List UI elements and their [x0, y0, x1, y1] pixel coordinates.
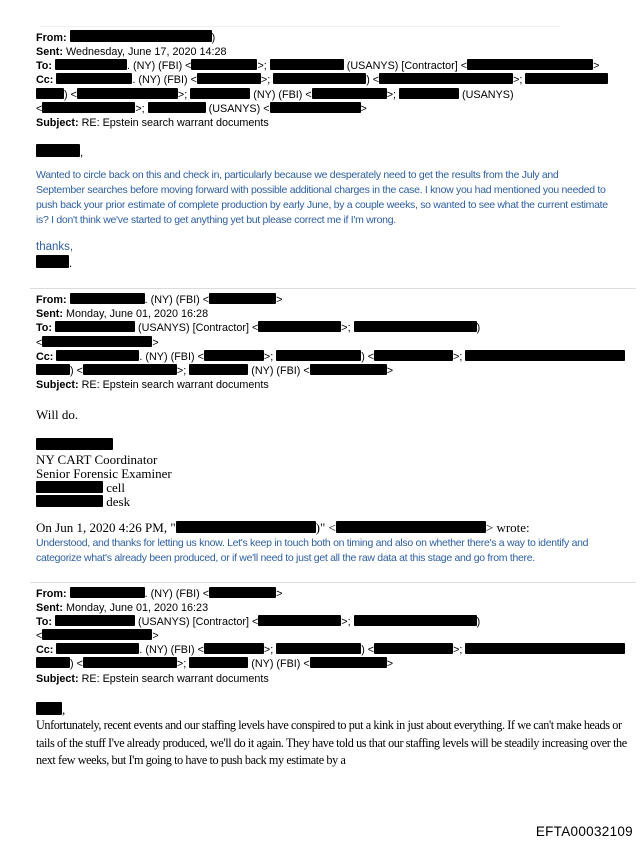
header-line	[36, 643, 608, 657]
text-segment: >;	[453, 644, 466, 657]
redaction-box	[209, 293, 276, 304]
text-segment: )	[476, 322, 481, 335]
redaction-box	[312, 88, 387, 99]
text-segment: ) <	[366, 74, 380, 87]
redaction-box	[36, 657, 70, 668]
header-label: To:	[36, 322, 55, 335]
text-segment: . (NY) (FBI) <	[139, 350, 204, 363]
body-paragraph: Understood, and thanks for letting us know. Let's keep in touch both on timing and also on whether there's a way to identify and categorize what's already been produced, or if we'll need to just get all the raw data at this stage and go from there.	[36, 536, 589, 564]
body-line	[36, 438, 608, 452]
redaction-box	[55, 615, 135, 626]
text-segment: >;	[176, 364, 190, 377]
redaction-box	[310, 364, 387, 375]
bates-number: EFTA00032109	[535, 824, 633, 839]
text-segment: Senior Forensic Examiner	[36, 465, 172, 481]
header-label: Subject:	[36, 116, 82, 129]
redaction-box	[276, 350, 361, 361]
redaction-box	[56, 643, 139, 654]
redaction-box	[56, 350, 139, 361]
body-line	[36, 481, 608, 495]
header-line	[36, 657, 608, 671]
redaction-box	[42, 629, 152, 640]
text-segment: >;	[176, 658, 190, 671]
text-segment: ,	[62, 701, 66, 717]
body-line	[36, 240, 608, 255]
text-segment: . (NY) (FBI) <	[139, 644, 204, 657]
header-line	[36, 73, 608, 87]
text-segment: ) <	[361, 644, 375, 657]
text-segment: >	[593, 60, 600, 73]
redaction-box	[465, 350, 625, 361]
text-segment: <	[36, 102, 43, 115]
header-line	[36, 615, 608, 629]
body-line	[36, 408, 608, 422]
redaction-box	[197, 73, 261, 84]
redaction-box	[36, 364, 70, 375]
spacer	[36, 130, 608, 144]
header-label: Cc:	[36, 74, 57, 87]
redaction-box	[36, 255, 69, 268]
text-segment: >;	[257, 60, 270, 73]
text-segment: .	[69, 258, 73, 271]
text-segment: >;	[263, 644, 277, 657]
redaction-box	[189, 657, 248, 668]
text-segment: >;	[341, 322, 354, 335]
header-line	[36, 350, 608, 364]
header-line	[36, 378, 608, 392]
header-label: Sent:	[36, 308, 66, 321]
redaction-box	[374, 643, 453, 654]
body-paragraph: Wanted to circle back on this and check in, particularly because we desperately need to get the results from the July and September searches before moving forward with possible additional charges in the case. I know you had mentioned you needed to push back your prior estimate of complete production by early June, by a couple weeks, so wanted to see what the current estimate is? I don't think we've started to get anything yet but please correct me if I'm wrong.	[36, 169, 608, 227]
text-segment: Will do.	[36, 407, 79, 423]
text-segment: >;	[135, 102, 148, 115]
text-segment: >	[360, 102, 367, 115]
text-segment: . (NY) (FBI) <	[144, 294, 210, 307]
redaction-box	[36, 438, 113, 450]
email	[36, 293, 608, 566]
header-line	[36, 88, 608, 102]
spacer	[36, 161, 608, 168]
redaction-box	[354, 321, 477, 332]
redaction-box	[83, 364, 177, 375]
body-line	[36, 702, 608, 717]
text-segment: (NY) (FBI) <	[248, 364, 310, 377]
redaction-box	[204, 643, 264, 654]
redaction-box	[83, 657, 177, 668]
body-paragraph: Unfortunately, recent events and our staffing levels have conspired to put a kink in just about everything. If we can't make heads or tails of the stuff I've already produced, we'll do it again. They have told us that our staffing levels will be steadily increasing over the next few weeks, but I'm going to have to push back my estimate by a	[36, 717, 627, 768]
header-line	[36, 30, 608, 45]
text-segment: )	[211, 32, 216, 44]
email-body	[36, 130, 608, 272]
redaction-box	[36, 88, 64, 99]
header-line	[36, 336, 608, 350]
text-segment: > wrote:	[485, 520, 530, 536]
email-separator	[30, 288, 636, 289]
text-segment: Wednesday, June 17, 2020 14:28	[66, 46, 227, 59]
redaction-box	[55, 59, 127, 70]
body-line	[36, 144, 608, 161]
email-body	[36, 686, 627, 770]
header-line	[36, 293, 608, 307]
text-segment: (NY) (FBI) <	[250, 88, 312, 101]
redaction-box	[70, 293, 145, 304]
redaction-box	[191, 59, 257, 70]
redaction-box	[209, 587, 276, 598]
header-label: Subject:	[36, 672, 82, 685]
text-segment: >	[386, 658, 394, 671]
text-segment: (USANYS) [Contractor] <	[343, 60, 468, 73]
redaction-box	[176, 521, 316, 533]
text-segment: >	[152, 336, 159, 349]
header-label: Subject:	[36, 379, 82, 392]
text-segment: >;	[341, 615, 354, 628]
redaction-box	[189, 364, 248, 375]
spacer	[36, 686, 608, 702]
header-label: From:	[36, 587, 70, 600]
body-line	[36, 255, 608, 272]
text-segment: >;	[513, 74, 526, 87]
header-label: Sent:	[36, 46, 66, 59]
text-segment: >	[276, 587, 283, 600]
redaction-box	[36, 495, 103, 507]
redaction-box	[190, 88, 250, 99]
redaction-box	[276, 643, 361, 654]
redaction-box	[336, 521, 486, 533]
redaction-box	[258, 615, 341, 626]
text-segment: Monday, June 01, 2020 16:28	[66, 308, 209, 321]
redaction-box	[258, 321, 341, 332]
redaction-box	[36, 481, 103, 493]
text-segment: <	[36, 336, 43, 349]
redaction-box	[42, 336, 152, 347]
header-line	[36, 102, 608, 116]
redaction-box	[374, 350, 453, 361]
email-thread	[36, 30, 627, 770]
text-segment: ) <	[64, 88, 77, 101]
text-segment: ) <	[70, 658, 83, 671]
redaction-box	[36, 702, 62, 715]
text-segment: thanks,	[36, 241, 74, 254]
redaction-box	[77, 88, 178, 99]
text-segment: RE: Epstein search warrant documents	[81, 672, 269, 685]
redaction-box	[148, 102, 206, 113]
redaction-box	[310, 657, 387, 668]
text-segment: (USANYS) [Contractor] <	[134, 322, 259, 335]
text-segment: (NY) (FBI) <	[248, 658, 310, 671]
redaction-box	[56, 73, 132, 84]
email-header	[36, 30, 608, 130]
top-rule	[40, 26, 560, 27]
text-segment: On Jun 1, 2020 4:26 PM, "	[36, 520, 176, 536]
text-segment: NY CART Coordinator	[36, 451, 158, 467]
header-label: Cc:	[36, 350, 57, 363]
text-segment: >	[386, 364, 394, 377]
body-line	[36, 453, 608, 467]
header-label: From:	[36, 32, 70, 44]
redaction-box	[354, 615, 477, 626]
text-segment: (USANYS) <	[205, 102, 270, 115]
text-segment: ,	[80, 147, 84, 160]
header-label: To:	[36, 60, 55, 73]
redaction-box	[465, 643, 625, 654]
redaction-box	[70, 30, 212, 42]
header-line	[36, 672, 608, 686]
text-segment: (USANYS)	[459, 88, 514, 101]
text-segment: <	[36, 630, 43, 643]
redaction-box	[270, 102, 361, 113]
redaction-box	[379, 73, 513, 84]
redaction-box	[273, 73, 366, 84]
header-line	[36, 587, 608, 601]
text-segment: >	[152, 630, 159, 643]
text-segment: cell	[103, 480, 126, 495]
text-segment: >;	[177, 88, 191, 101]
text-segment: >	[276, 294, 283, 307]
redaction-box	[467, 59, 593, 70]
text-segment: >;	[263, 350, 277, 363]
body-line	[36, 467, 608, 481]
text-segment: >;	[453, 350, 466, 363]
text-segment: RE: Epstein search warrant documents	[81, 116, 269, 129]
text-segment: )	[476, 615, 481, 628]
header-label: Sent:	[36, 601, 66, 614]
header-line	[36, 45, 608, 59]
email	[36, 30, 608, 272]
spacer	[36, 392, 608, 408]
header-label: To:	[36, 615, 55, 628]
redaction-box	[525, 73, 608, 84]
header-line	[36, 116, 608, 130]
text-segment: . (NY) (FBI) <	[132, 74, 197, 87]
email-separator	[30, 582, 636, 583]
redaction-box	[204, 350, 264, 361]
body-line	[36, 521, 608, 535]
email-body	[36, 392, 608, 565]
redaction-box	[270, 59, 344, 70]
text-segment: ) <	[361, 350, 375, 363]
body-line	[36, 495, 608, 509]
text-segment: )" <	[315, 520, 336, 536]
header-line	[36, 601, 608, 615]
redaction-box	[399, 88, 459, 99]
header-line	[36, 307, 608, 321]
header-line	[36, 629, 608, 643]
redaction-box	[70, 587, 145, 598]
text-segment: Monday, June 01, 2020 16:23	[66, 601, 209, 614]
spacer	[36, 422, 608, 438]
redaction-box	[55, 321, 135, 332]
redaction-box	[36, 144, 80, 157]
text-segment: desk	[103, 494, 131, 510]
text-segment: >;	[260, 74, 274, 87]
header-label: From:	[36, 294, 70, 307]
redaction-box	[42, 102, 135, 113]
text-segment: . (NY) (FBI) <	[126, 60, 192, 73]
text-segment: ) <	[70, 364, 83, 377]
header-label: Cc:	[36, 644, 57, 657]
email-header	[36, 587, 608, 686]
text-segment: RE: Epstein search warrant documents	[81, 379, 269, 392]
text-segment: (USANYS) [Contractor] <	[134, 615, 259, 628]
header-line	[36, 364, 608, 378]
email-header	[36, 293, 608, 392]
text-segment: >;	[386, 88, 400, 101]
email	[36, 587, 627, 770]
spacer	[36, 228, 608, 240]
text-segment: . (NY) (FBI) <	[144, 587, 210, 600]
header-line	[36, 59, 608, 73]
header-line	[36, 321, 608, 335]
